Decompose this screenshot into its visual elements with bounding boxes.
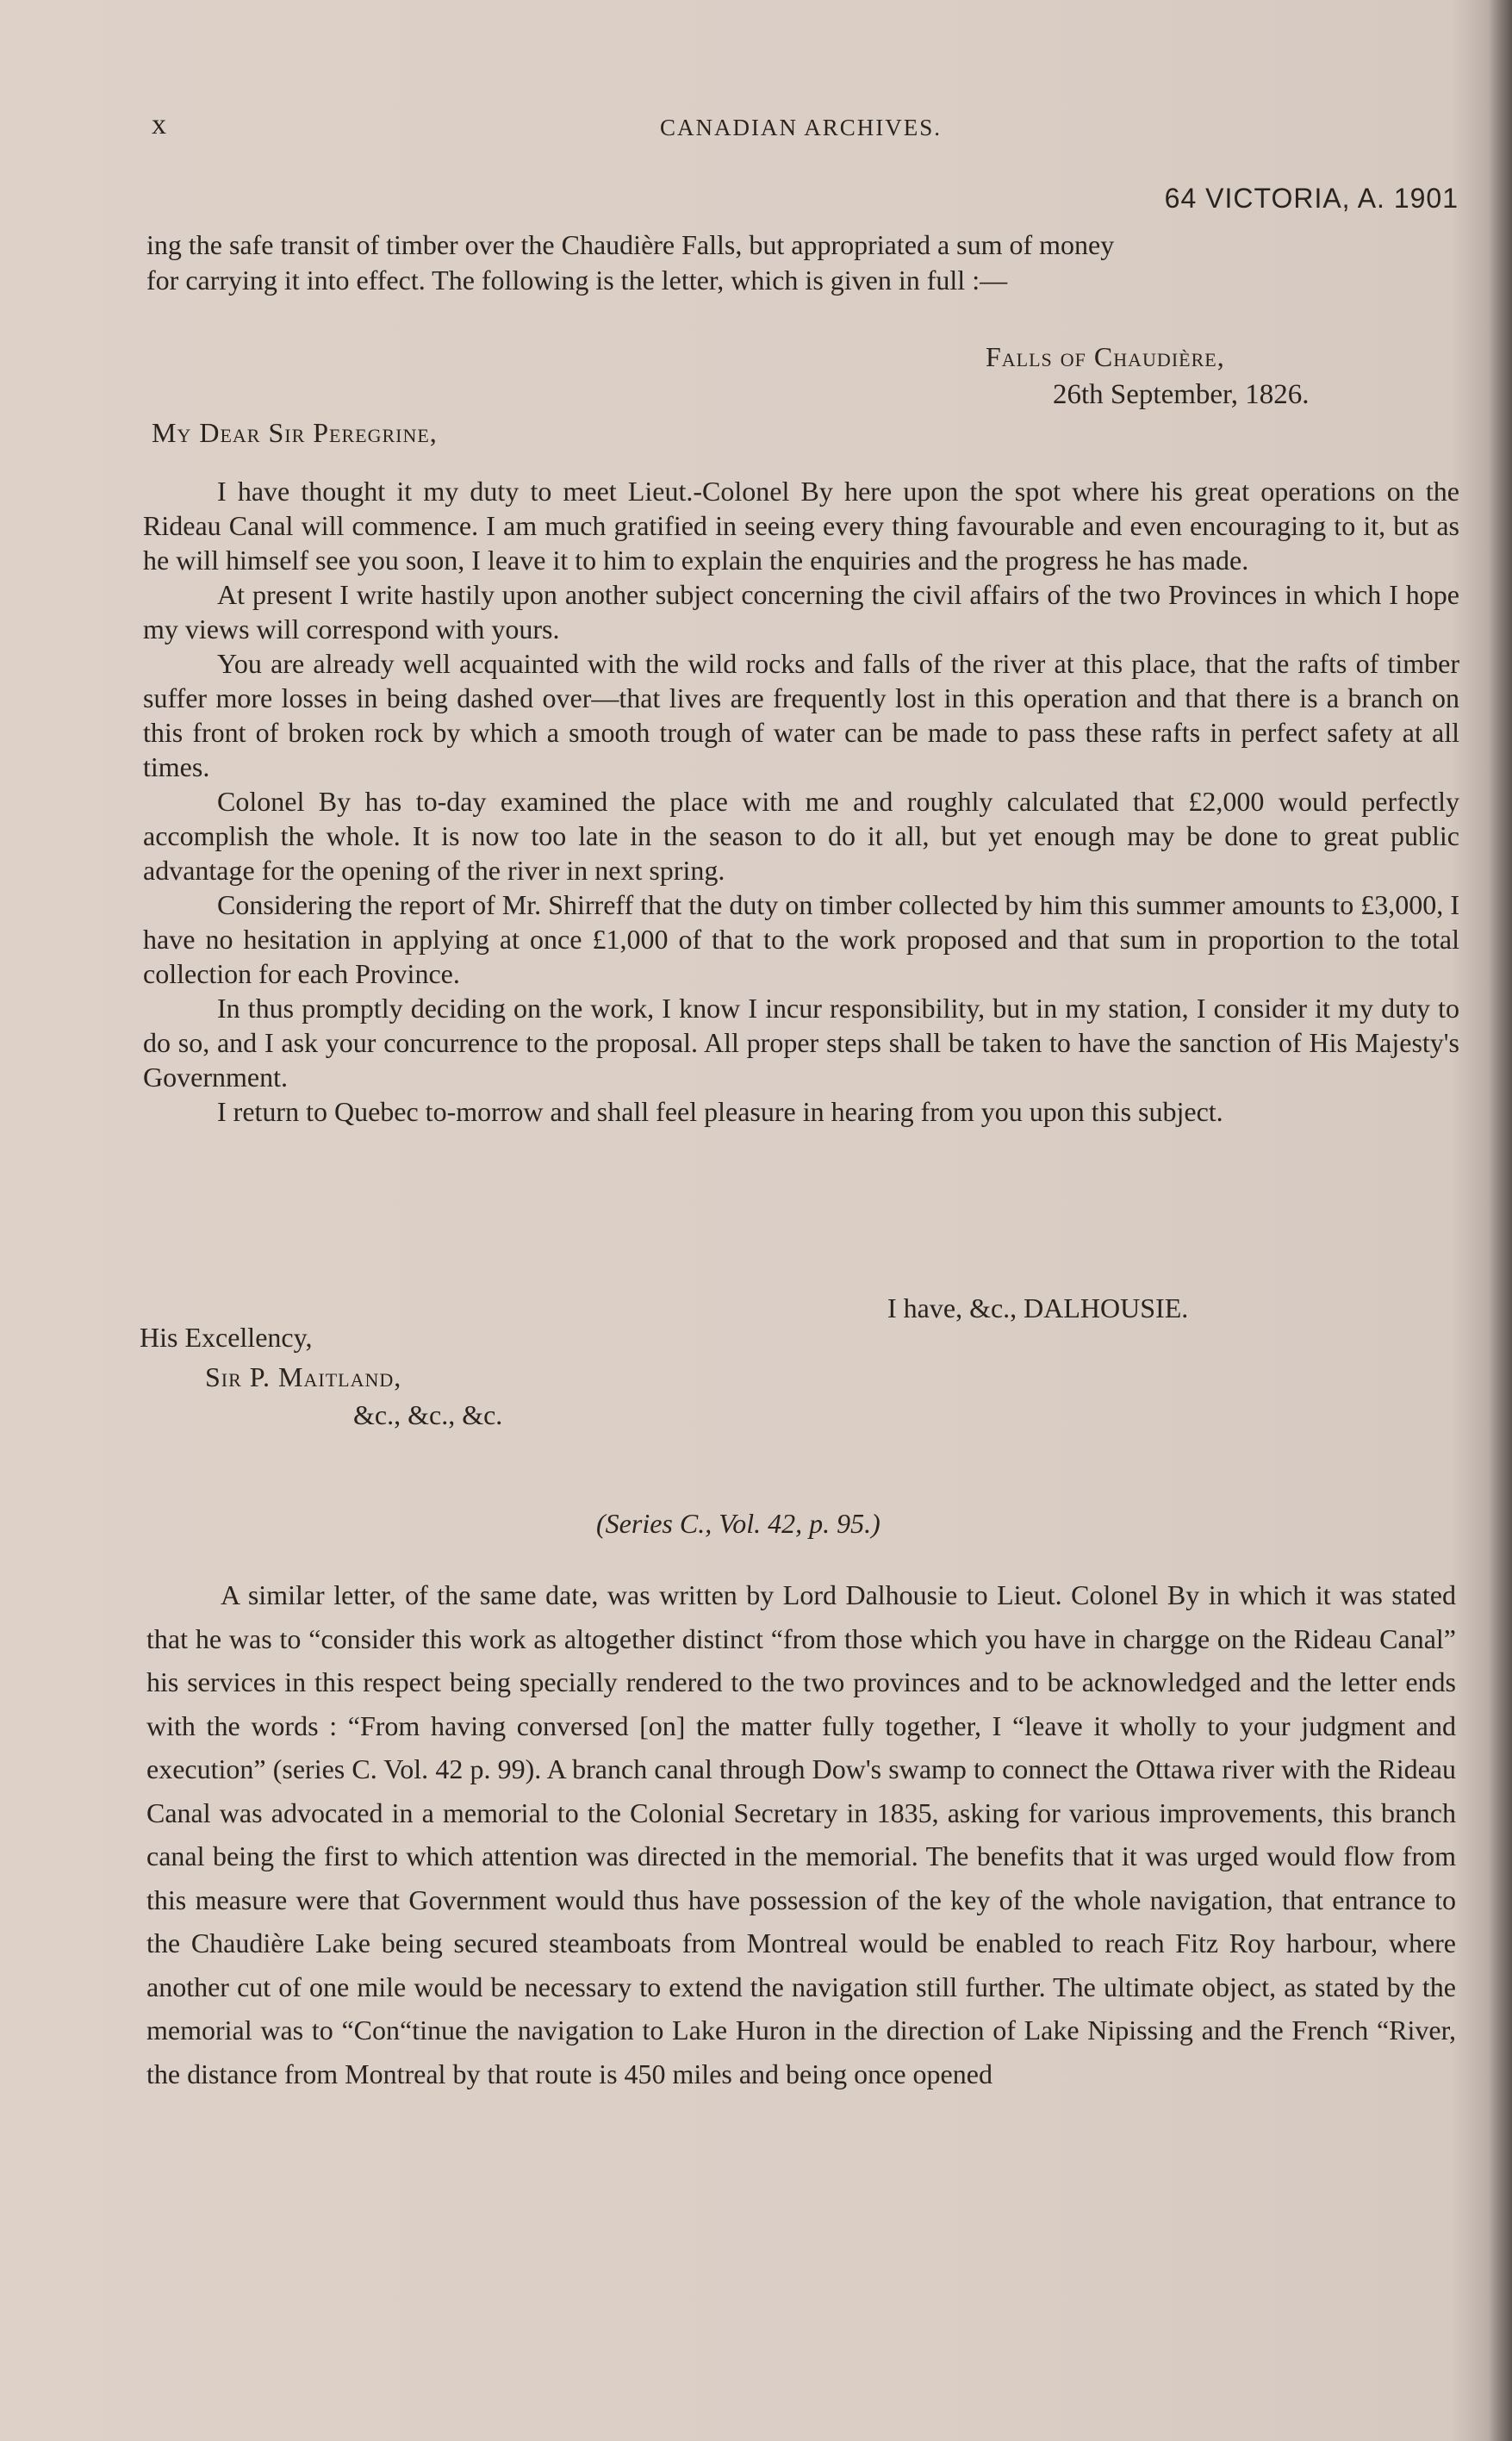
letter-date: 26th September, 1826.: [1053, 379, 1310, 410]
intro-line-2: for carrying it into effect. The following is the letter, which is given in full :—: [146, 265, 1008, 296]
citation: (Series C., Vol. 42, p. 95.): [596, 1508, 880, 1539]
page-edge-shadow: [1488, 0, 1512, 2441]
letter-place: Falls of Chaudière,: [986, 341, 1225, 372]
body-text: [146, 1573, 1456, 2095]
addressee-line-3: &c., &c., &c.: [353, 1399, 503, 1430]
running-head: CANADIAN ARCHIVES.: [660, 115, 943, 140]
letter-paragraph: Considering the report of Mr. Shirreff that the duty on timber collected by him this summer amounts to £3,000, I have no hesitation in applying at once £1,000 of that to the work proposed and that sum in proportion to the total collection for each Province.: [143, 889, 1459, 989]
letter-paragraph: At present I write hastily upon another subject concerning the civil affairs of the two Provinces in which I hope my views will correspond with yours.: [143, 579, 1459, 644]
addressee-line-1: His Excellency,: [140, 1322, 313, 1353]
intro-paragraph: [146, 227, 1456, 298]
page-number: x: [152, 109, 166, 140]
intro-line-1: ing the safe transit of timber over the Chaudière Falls, but appropriated a sum of money: [146, 229, 1115, 260]
session-label: 64 VICTORIA, A. 1901: [1164, 183, 1459, 214]
letter-body: [143, 474, 1459, 1129]
letter-closing: I have, &c., DALHOUSIE.: [887, 1292, 1189, 1323]
letter-paragraph: I return to Quebec to-morrow and shall feel pleasure in hearing from you upon this subject.: [217, 1096, 1223, 1127]
body-paragraph: A similar letter, of the same date, was written by Lord Dalhousie to Lieut. Colonel By in which it was stated that he was to “consider this work as altogether distinct “from those which you have in chargge on the Rideau Canal” his services in this respect being specially rendered to the two provinces and to be acknowledged and the letter ends with the words : “From having conversed [on] the matter fully together, I “leave it wholly to your judgment and execution” (series C. Vol. 42 p. 99). A branch canal through Dow's swamp to connect the Ottawa river with the Rideau Canal was advocated in a memorial to the Colonial Secretary in 1835, asking for various improvements, this branch canal being the first to which attention was directed in the memorial. The benefits that it was urged would flow from this measure were that Government would thus have possession of the key of the whole navigation, that entrance to the Chaudière Lake being secured steamboats from Montreal would be enabled to reach Fitz Roy harbour, where another cut of one mile would be necessary to extend the navigation still further. The ultimate object, as stated by the memorial was to “Con“tinue the navigation to Lake Huron in the direction of Lake Nipissing and the French “River, the distance from Montreal by that route is 450 miles and being once opened: [146, 1579, 1456, 2089]
addressee-line-2: Sir P. Maitland,: [205, 1361, 402, 1392]
letter-paragraph: You are already well acquainted with the wild rocks and falls of the river at this place, that the rafts of timber suffer more losses in being dashed over—that lives are frequently lost in this operation and that there is a branch on this front of broken rock by which a smooth trough of water can be made to pass these rafts in perfect safety at all times.: [143, 648, 1459, 782]
letter-paragraph: Colonel By has to-day examined the place with me and roughly calculated that £2,000 would perfectly accomplish the whole. It is now too late in the season to do it all, but yet enough may be done to great public advantage for the opening of the river in next spring.: [143, 786, 1459, 886]
letter-paragraph: In thus promptly deciding on the work, I know I incur responsibility, but in my station, I consider it my duty to do so, and I ask your concurrence to the proposal. All proper steps shall be taken to have the sanction of His Majesty's Government.: [143, 993, 1459, 1093]
letter-paragraph: I have thought it my duty to meet Lieut.-Colonel By here upon the spot where his great operations on the Rideau Canal will commence. I am much gratified in seeing every thing favourable and even encouraging to it, but as he will himself see you soon, I leave it to him to explain the enquiries and the progress he has made.: [143, 476, 1459, 576]
letter-salutation: My Dear Sir Peregrine,: [152, 417, 438, 448]
